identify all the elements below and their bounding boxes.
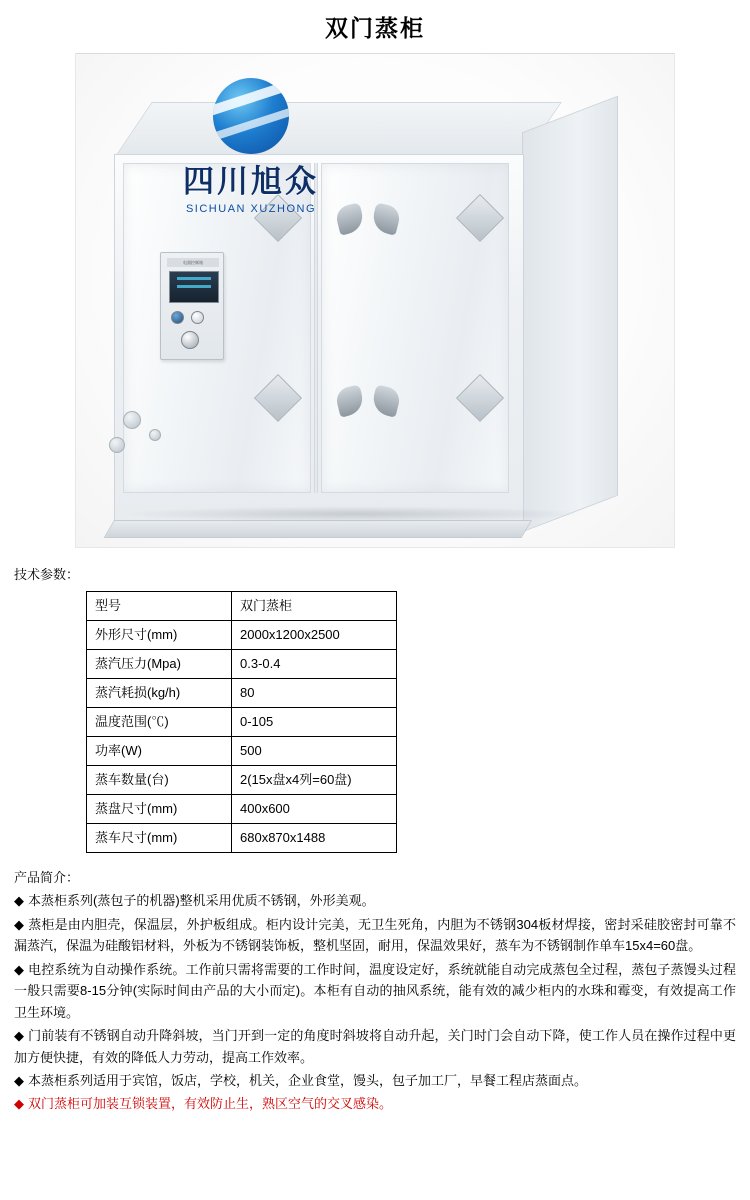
table-row (87, 766, 397, 795)
valve-icon (123, 411, 141, 429)
control-panel-display (169, 271, 219, 303)
spec-key: 蒸汽耗损(kg/h) (87, 679, 232, 708)
description-item (14, 1070, 736, 1091)
description-text: 本蒸柜系列(蒸包子的机器)整机采用优质不锈钢，外形美观。 (28, 893, 375, 909)
bullet-icon: ◆ (14, 1028, 25, 1044)
cabinet-side (522, 96, 618, 533)
bullet-icon: ◆ (14, 1096, 24, 1112)
spec-value: 500 (232, 737, 397, 766)
spec-key: 蒸盘尺寸(mm) (87, 795, 232, 824)
description-section (14, 867, 736, 1115)
brand-name-cn: 四川旭众 (183, 164, 319, 200)
bullet-icon: ◆ (14, 916, 25, 932)
cabinet-shadow (120, 506, 590, 522)
description-text: 本蒸柜系列适用于宾馆，饭店，学校，机关，企业食堂，馒头，包子加工厂，早餐工程店蒸面点。 (28, 1072, 588, 1088)
product-photo (76, 54, 674, 547)
cabinet-base (104, 520, 532, 538)
spec-value: 2(15x盘x4列=60盘) (232, 766, 397, 795)
spec-value: 2000x1200x2500 (232, 621, 397, 650)
spec-key: 温度范围(℃) (87, 708, 232, 737)
product-image-frame (75, 53, 675, 548)
control-panel-knob (181, 331, 199, 349)
description-item (14, 1025, 736, 1068)
description-item (14, 914, 736, 957)
spec-key: 型号 (87, 592, 232, 621)
description-item-highlight (14, 1093, 736, 1114)
spec-key: 蒸汽压力(Mpa) (87, 650, 232, 679)
table-row (87, 824, 397, 853)
table-row (87, 708, 397, 737)
spec-key: 蒸车尺寸(mm) (87, 824, 232, 853)
spec-key: 功率(W) (87, 737, 232, 766)
control-panel-button-blue (171, 311, 184, 324)
spec-key: 蒸车数量(台) (87, 766, 232, 795)
control-panel-button-white (191, 311, 204, 324)
description-heading: 产品简介： (14, 870, 80, 885)
spec-value: 0.3-0.4 (232, 650, 397, 679)
spec-value: 680x870x1488 (232, 824, 397, 853)
spec-heading: 技术参数： (14, 567, 80, 582)
door-handle-icon (337, 387, 399, 417)
spec-table-body (87, 592, 397, 853)
brand-name-en: SICHUAN XUZHONG (185, 203, 317, 215)
table-row (87, 795, 397, 824)
description-text: 电控系统为自动操作系统。工作前只需将需要的工作时间，温度设定好，系统就能自动完成蒸包全过程，蒸包子蒸馒头过程一般只需要8-15分钟(实际时间由产品的大小而定)。本柜有自动的抽风系统，能有效的减少柜内的水珠和霉变，有效提高工作卫生环境。 (14, 961, 736, 1020)
bullet-icon: ◆ (14, 1072, 24, 1088)
spec-table (86, 591, 397, 853)
table-row (87, 621, 397, 650)
control-panel-label: 电器控制箱 (167, 258, 219, 267)
control-panel (160, 252, 224, 360)
spec-value: 0-105 (232, 708, 397, 737)
description-text: 双门蒸柜可加装互锁装置，有效防止生，熟区空气的交叉感染。 (28, 1096, 393, 1112)
description-item (14, 890, 736, 911)
valve-icon (109, 437, 125, 453)
table-row (87, 592, 397, 621)
spec-value: 双门蒸柜 (232, 592, 397, 621)
description-text: 蒸柜是由内胆壳，保温层，外护板组成。柜内设计完美，无卫生死角，内胆为不锈钢304板材焊接，密封采硅胶密封可靠不漏蒸汽，保温为硅酸铝材料，外板为不锈钢装饰板，整机坚固，耐用，保温效果好，蒸车为不锈钢制作单车15x4=60盘。 (14, 916, 736, 954)
valve-icon (149, 429, 161, 441)
spec-value: 80 (232, 679, 397, 708)
table-row (87, 650, 397, 679)
spec-value: 400x600 (232, 795, 397, 824)
globe-logo-icon (213, 78, 289, 154)
spec-key: 外形尺寸(mm) (87, 621, 232, 650)
description-text: 门前装有不锈钢自动升降斜坡，当门开到一定的角度时斜坡将自动升起，关门时门会自动下降，使工作人员在操作过程中更加方便快捷，有效的降低人力劳动，提高工作效率。 (14, 1028, 736, 1065)
page-title: 双门蒸柜 (325, 15, 425, 41)
table-row (87, 737, 397, 766)
description-item (14, 959, 736, 1023)
bullet-icon: ◆ (14, 893, 24, 909)
table-row (87, 679, 397, 708)
bullet-icon: ◆ (14, 961, 25, 977)
brand-logo (136, 78, 366, 215)
